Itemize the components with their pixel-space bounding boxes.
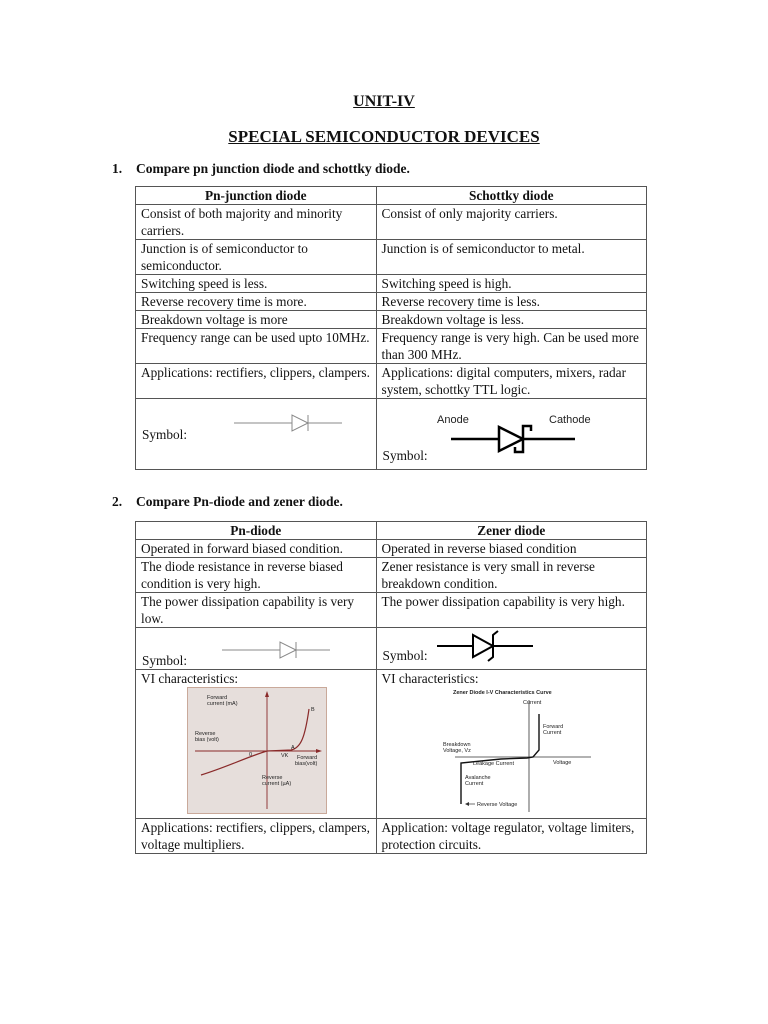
reverse-label: Reverse <box>195 731 216 737</box>
reverse-current-label: Reverse <box>262 775 283 781</box>
symbol-cell <box>376 628 646 670</box>
symbol-label: Symbol: <box>382 448 428 463</box>
table-row <box>136 558 647 593</box>
symbol-cell <box>376 399 646 470</box>
comparison-table-1 <box>135 186 647 470</box>
voltage-label: Voltage <box>552 760 571 766</box>
table-cell: Frequency range is very high. Can be used more than 300 MHz. <box>376 329 646 364</box>
forward-bias-label: bias(volt) <box>295 761 318 767</box>
zener-diode-symbol-icon <box>435 630 535 662</box>
schottky-diode-symbol-icon <box>437 413 607 459</box>
table-header-row <box>136 187 647 205</box>
table-cell: Zener resistance is very small in reverse breakdown condition. <box>376 558 646 593</box>
point-b-label: B <box>311 707 315 713</box>
page-title: SPECIAL SEMICONDUCTOR DEVICES <box>228 127 540 146</box>
diode-symbol-icon <box>232 409 344 437</box>
unit-heading: UNIT-IV <box>353 93 415 110</box>
table-cell: Reverse recovery time is less. <box>376 293 646 311</box>
leakage-label: Leakage Current <box>472 761 514 767</box>
question-2 <box>112 494 343 510</box>
forward-current-label: Forward <box>542 724 563 730</box>
table-cell: Junction is of semiconductor to semiconductor. <box>136 240 377 275</box>
origin-label: 0 <box>249 752 253 758</box>
table-cell: Operated in forward biased condition. <box>136 540 377 558</box>
table-cell: Frequency range can be used upto 10MHz. <box>136 329 377 364</box>
vi-cell <box>376 670 646 819</box>
reverse-current-label: current (µA) <box>262 781 292 787</box>
table-row <box>136 205 647 240</box>
avalanche-label: Current <box>464 781 483 787</box>
reverse-bias-label: bias (volt) <box>195 737 219 743</box>
zener-plot-title: Zener Diode I-V Characteristics Curve <box>452 690 552 696</box>
symbol-cell <box>136 399 377 470</box>
table-cell: Switching speed is less. <box>136 275 377 293</box>
table-row <box>136 329 647 364</box>
symbol-label: Symbol: <box>142 427 188 442</box>
table-header: Schottky diode <box>376 187 646 205</box>
table-row <box>136 593 647 628</box>
table-row <box>136 819 647 854</box>
table-row <box>136 240 647 275</box>
table-cell: Breakdown voltage is less. <box>376 311 646 329</box>
question-1-text: Compare pn junction diode and schottky diode. <box>136 161 410 176</box>
forward-current-label: current (mA) <box>207 701 238 707</box>
table-cell: Applications: digital computers, mixers, radar system, schottky TTL logic. <box>376 364 646 399</box>
symbol-label: Symbol: <box>382 648 428 663</box>
table-cell: Consist of only majority carriers. <box>376 205 646 240</box>
diode-symbol-icon <box>220 636 332 664</box>
question-2-text: Compare Pn-diode and zener diode. <box>136 494 343 509</box>
table-row <box>136 293 647 311</box>
question-2-number: 2. <box>112 494 123 509</box>
table-header: Pn-junction diode <box>136 187 377 205</box>
table-cell: Operated in reverse biased condition <box>376 540 646 558</box>
breakdown-label: Breakdown <box>442 742 471 748</box>
table-cell: The power dissipation capability is very low. <box>136 593 377 628</box>
forward-bias-label: Forward <box>297 755 318 761</box>
table-row <box>136 311 647 329</box>
table-cell: Application: voltage regulator, voltage limiters, protection circuits. <box>376 819 646 854</box>
current-label: Current <box>522 700 541 706</box>
symbol-row <box>136 628 647 670</box>
table-row <box>136 364 647 399</box>
vi-label: VI characteristics: <box>141 671 239 686</box>
table-cell: Applications: rectifiers, clippers, clampers. <box>136 364 377 399</box>
table-header: Pn-diode <box>136 522 377 540</box>
pn-vi-characteristics-plot <box>187 687 327 814</box>
table-cell: Applications: rectifiers, clippers, clampers, voltage multipliers. <box>136 819 377 854</box>
table-cell: Consist of both majority and minority carriers. <box>136 205 377 240</box>
point-a-label: A <box>291 745 295 751</box>
cathode-label: Cathode <box>548 414 591 426</box>
zener-vi-characteristics-plot <box>441 688 601 814</box>
vk-label: VK <box>281 753 289 759</box>
anode-label: Anode <box>436 414 469 426</box>
symbol-cell <box>136 628 377 670</box>
table-row <box>136 540 647 558</box>
comparison-table-2 <box>135 521 647 854</box>
table-cell: Reverse recovery time is more. <box>136 293 377 311</box>
forward-current-label: Forward <box>207 695 228 701</box>
reverse-voltage-label: Reverse Voltage <box>476 802 517 808</box>
question-1-number: 1. <box>112 161 123 176</box>
breakdown-label: Voltage, Vz <box>442 748 471 754</box>
vi-row <box>136 670 647 819</box>
vi-cell <box>136 670 377 819</box>
table-cell: The diode resistance in reverse biased condition is very high. <box>136 558 377 593</box>
table-cell: Switching speed is high. <box>376 275 646 293</box>
table-cell: Breakdown voltage is more <box>136 311 377 329</box>
table-header: Zener diode <box>376 522 646 540</box>
table-row <box>136 275 647 293</box>
avalanche-label: Avalanche <box>464 775 491 781</box>
question-1 <box>112 161 410 177</box>
table-cell: Junction is of semiconductor to metal. <box>376 240 646 275</box>
table-header-row <box>136 522 647 540</box>
symbol-row <box>136 399 647 470</box>
vi-label: VI characteristics: <box>381 671 479 686</box>
table-cell: The power dissipation capability is very high. <box>376 593 646 628</box>
forward-current-label: Current <box>542 730 561 736</box>
symbol-label: Symbol: <box>142 653 188 668</box>
